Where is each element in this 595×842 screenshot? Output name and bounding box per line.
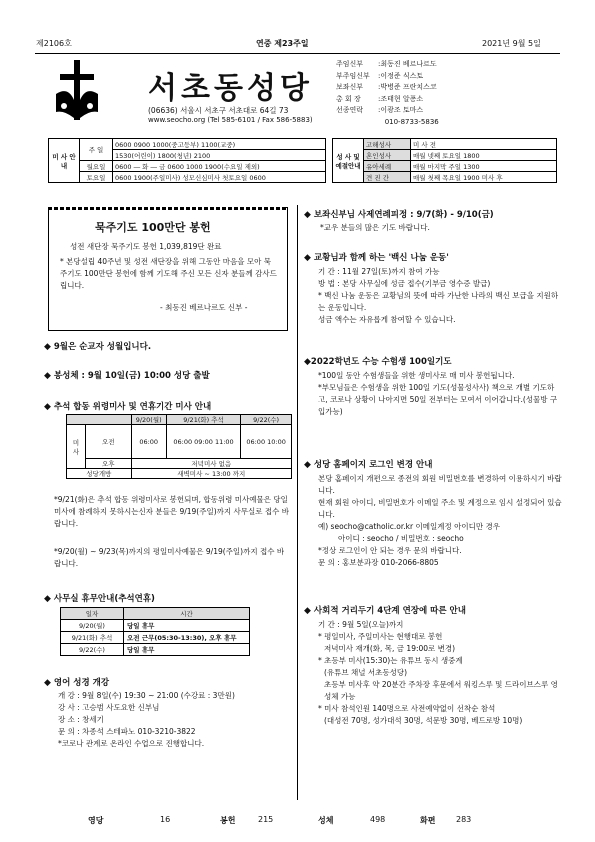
distancing-title: ◆ 사회적 거리두기 4단계 연장에 따른 안내 — [304, 606, 466, 616]
diamond-icon: ◆ — [44, 678, 51, 688]
staff-row: 부주임신부 : 이정준 식스토 — [336, 71, 424, 80]
diamond-icon: ◆ — [304, 460, 311, 470]
office-title: ◆ 사무실 휴무안내(추석연휴) — [44, 594, 155, 604]
footer-label: 화편 — [420, 816, 436, 825]
bible-lines: 개 강 : 9월 8일(수) 19:30 ~ 21:00 (수강료 : 3만원) 강 사 : 고승범 사도요한 신부님 장 소 : 창세기 문 의 : 차종석 스테파노 010-3210-3822 *코로나 관계로 온라인 수업으로 진행합니다. — [58, 691, 235, 748]
priest-retreat-note: *교우 분들의 많은 기도 바랍니다. — [320, 223, 430, 232]
issue-number: 제2106호 — [36, 39, 72, 48]
staff-row: 010-8733-5836 — [384, 117, 439, 126]
sacrament-side-label: 성 사 및 예절안내 — [333, 139, 364, 183]
website-login-lines: 본당 홈페이지 개편으로 종전의 회원 비밀번호를 변경하여 이용하시기 바랍니다. 현재 회원 아이디, 비밀번호가 이메일 주소 및 계정으로 임시 설정되어 있습니다. 예) seocho@catholic.or.kr 이메일계정 아이디만 경우 아이디 : seocho / 비밀번호 : seocho *정상 로그인이 안 되는 경우 문의 바랍니다. 문 의 : 홍보분과장 010-2066-8805 — [318, 474, 562, 567]
diamond-icon: ◆ — [44, 342, 51, 352]
vaccine-share-title: ◆ 교황님과 함께 하는 '백신 나눔 운동' — [304, 253, 449, 263]
prayer-box-signature: - 최동진 베르나르도 신부 - — [160, 303, 248, 312]
liturgical-week: 연중 제23주일 — [256, 39, 309, 48]
office-table: 일자 시간 9/20(월) 당일 휴무 9/21(화) 추석 오전 근무(05:30-13:30), 오후 휴무 9/22(수) 당일 휴무 — [60, 607, 250, 656]
footer-label: 봉헌 — [220, 816, 236, 825]
staff-row: 총 회 장 : 조태현 알퐁소 — [336, 94, 424, 103]
footer-value: 283 — [456, 815, 472, 824]
diamond-icon: ◆ — [44, 371, 51, 381]
church-name: 서초동성당 — [148, 71, 313, 106]
website-login-title: ◆ 성당 홈페이지 로그인 변경 안내 — [304, 460, 433, 470]
column-divider — [297, 205, 298, 800]
chuseok-title: ◆ 추석 합동 위령미사 및 연휴기간 미사 안내 — [44, 402, 212, 412]
diamond-icon: ◆ — [304, 357, 311, 367]
footer-value: 215 — [258, 815, 274, 824]
issue-date: 2021년 9월 5일 — [482, 39, 541, 48]
diamond-icon: ◆ — [304, 253, 311, 263]
bongsungje-notice: ◆ 봉성체 : 9월 10일(금) 10:00 성당 출발 — [44, 371, 210, 381]
footer-value: 16 — [160, 815, 171, 824]
diamond-icon: ◆ — [44, 402, 51, 412]
priest-retreat-title: ◆ 보좌신부님 사제연례피정 : 9/7(화) - 9/10(금) — [304, 210, 494, 220]
church-logo-icon — [52, 60, 102, 120]
vaccine-share-lines: 기 간 : 11월 27일(토)까지 참여 가능 방 법 : 본당 사무실에 성금 접수(기부금 영수증 발급) * 백신 나눔 운동은 교황님의 뜻에 따라 가난한 나라의 백신 보급을 지원하는 운동입니다. 성금 액수는 자유롭게 참여할 수 있습니다. — [318, 267, 559, 324]
staff-row: 선종연락 : 이광조 토마스 — [336, 106, 424, 114]
prayer-box-title: 묵주기도 100만단 봉헌 — [95, 221, 211, 234]
prayer-box-text: * 본당설립 40주년 및 성전 새단장을 위해 그동안 마음을 모아 묵주기도 100만단 봉헌에 함께 기도해 주신 모든 신자 분들께 감사드립니다. — [60, 257, 277, 290]
distancing-lines: 기 간 : 9월 5일(오늘)까지 * 평일미사, 주일미사는 현행대로 봉헌 저녁미사 재개(화, 목, 금 19:00로 변경) * 초등부 미사(15:30)는 유튜브 동시 생중계 (유튜브 채널 서초동성당) 초등부 미사후 약 20분간 주차장 후문에서 워킹스루 및 드라이브스루 영성체 가능 * 미사 참석인원 140명으로 사전예약없이 선착순 참석 (대성전 70명, 성가대석 30명, 석문방 30명, 베드로방 10명) — [318, 620, 558, 725]
church-website[interactable]: www.seocho.org (Tel 585-6101 / Fax 586-5883) — [148, 116, 313, 124]
chuseok-note-2: *9/20(월) ~ 9/23(목)까지의 평일미사예물은 9/19(주일)까지 접수 바랍니다. — [54, 547, 285, 568]
prayer-box-border — [48, 207, 286, 210]
mass-side-label: 미 사 안 내 — [49, 139, 80, 183]
chuseok-table: 9/20(월) 9/21(화) 추석 9/22(수) 미 사 오전 06:00 06:00 09:00 11:00 06:00 10:00 오후 저녁미사 없음 성당개방 새벽미사 ~ 13:00 까지 — [66, 414, 292, 479]
bible-title: ◆ 영어 성경 개강 — [44, 678, 110, 688]
prayer-box-subtitle: 성전 새단장 묵주기도 봉헌 1,039,819단 완료 — [70, 242, 222, 251]
footer-label: 영당 — [88, 816, 104, 825]
exam-prayer-title: ◆2022학년도 수능 수험생 100일기도 — [304, 357, 452, 367]
staff-row: 보좌신부 : 박병준 프란치스코 — [336, 83, 437, 91]
diamond-icon: ◆ — [44, 594, 51, 604]
staff-row: 주임신부 : 최동진 베르나르도 — [336, 60, 437, 68]
martyr-month-notice: ◆ 9월은 순교자 성월입니다. — [44, 342, 152, 352]
sacrament-table: 성 사 및 예절안내 고해성사 미 사 전 혼인성사 매월 넷째 토요일 1800 유아세례 매월 마지막 주일 1300 견 진 간 매월 첫째 목요일 1900 미사 후 — [332, 138, 557, 183]
exam-prayer-lines: *100일 동안 수험생들을 위한 생미사로 매 미사 봉헌됩니다. *부모님들은 수험생을 위한 100일 기도(성물성사사) 책으로 개별 기도하고, 코로나 상황이 나아지면 50일 전부터는 모여서 이어갑니다.(성물방 구입가능) — [318, 371, 558, 416]
footer-label: 성체 — [318, 816, 334, 825]
header-rule — [35, 53, 560, 54]
footer-value: 498 — [370, 815, 386, 824]
diamond-icon: ◆ — [304, 210, 311, 220]
mass-schedule-table: 미 사 안 내 주 일 0600 0900 1000(중고등부) 1100(교중) 1530(어린이) 1800(청년) 2100 월요일 0600 ― 화 ― 금 0600 1000 1900(수요일 제외) 토요일 0600 1900(주일미사) 성모신심미사 첫토요일 0600 — [48, 138, 326, 183]
staff-list — [336, 59, 439, 128]
diamond-icon: ◆ — [304, 606, 311, 616]
chuseok-note-1: *9/21(화)은 추석 합동 위령미사로 봉헌되며, 합동위령 미사예물은 당일 미사에 참례하지 못하시는신자 분들은 9/19(주일)까지 사무실로 접수 바랍니다. — [54, 495, 289, 528]
church-address: (06636) 서울시 서초구 서초대로 64길 73 — [148, 106, 289, 115]
